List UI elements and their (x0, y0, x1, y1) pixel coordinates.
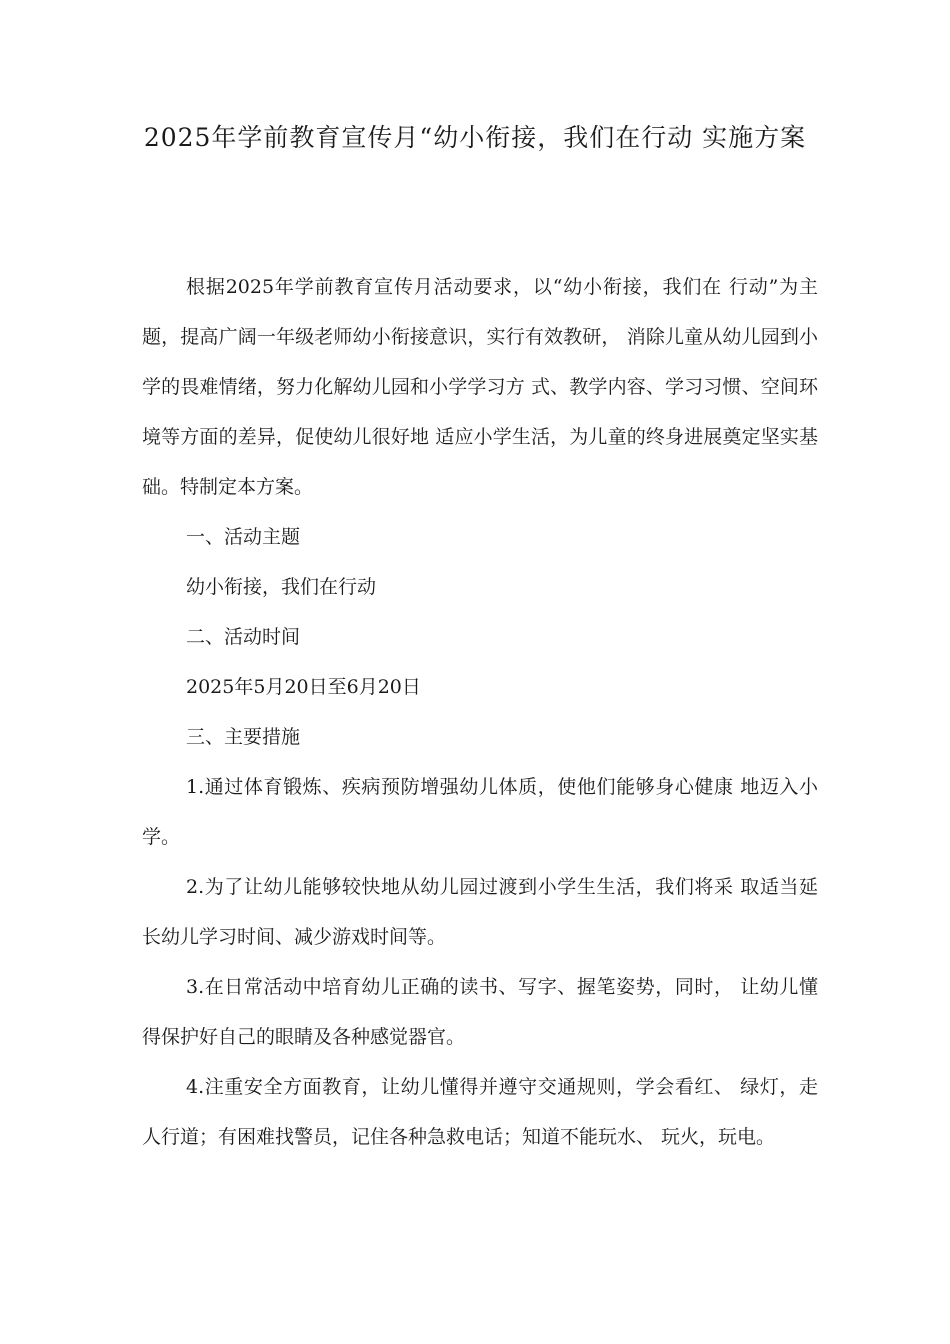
theme-text: 幼小衔接，我们在行动 (186, 576, 377, 598)
measure-item-4: 4.注重安全方面教育，让幼儿懂得并遵守交通规则，学会看红、 绿灯，走人行道；有困难找警员，记住各种急救电话；知道不能玩水、 玩火，玩电。 (142, 1076, 818, 1148)
time-text: 2025年5月20日至6月20日 (186, 676, 421, 698)
section-heading-measures: 三、主要措施 (186, 726, 301, 748)
document-title: 2025年学前教育宣传月“幼小衔接，我们在行动 实施方案 (143, 123, 807, 152)
section-heading-time: 二、活动时间 (186, 626, 301, 648)
measure-item-1: 1.通过体育锻炼、疾病预防增强幼儿体质，使他们能够身心健康 地迈入小学。 (142, 776, 818, 848)
measure-item-2: 2.为了让幼儿能够较快地从幼儿园过渡到小学生生活，我们将采 取适当延长幼儿学习时间、减少游戏时间等。 (142, 876, 818, 948)
intro-paragraph: 根据2025年学前教育宣传月活动要求，以“幼小衔接，我们在 行动”为主题，提高广阔一年级老师幼小衔接意识，实行有效教研， 消除儿童从幼儿园到小学的畏难情绪，努力化解幼儿园和小学学习方 式、教学内容、学习习惯、空间环境等方面的差异，促使幼儿很好地 适应小学生活，为儿童的终身进展奠定坚实基础。特制定本方案。 (142, 276, 818, 498)
document-body (142, 262, 818, 1162)
measure-item-3: 3.在日常活动中培育幼儿正确的读书、写字、握笔姿势，同时， 让幼儿懂得保护好自己的眼睛及各种感觉器官。 (142, 976, 818, 1048)
section-heading-theme: 一、活动主题 (186, 526, 301, 548)
